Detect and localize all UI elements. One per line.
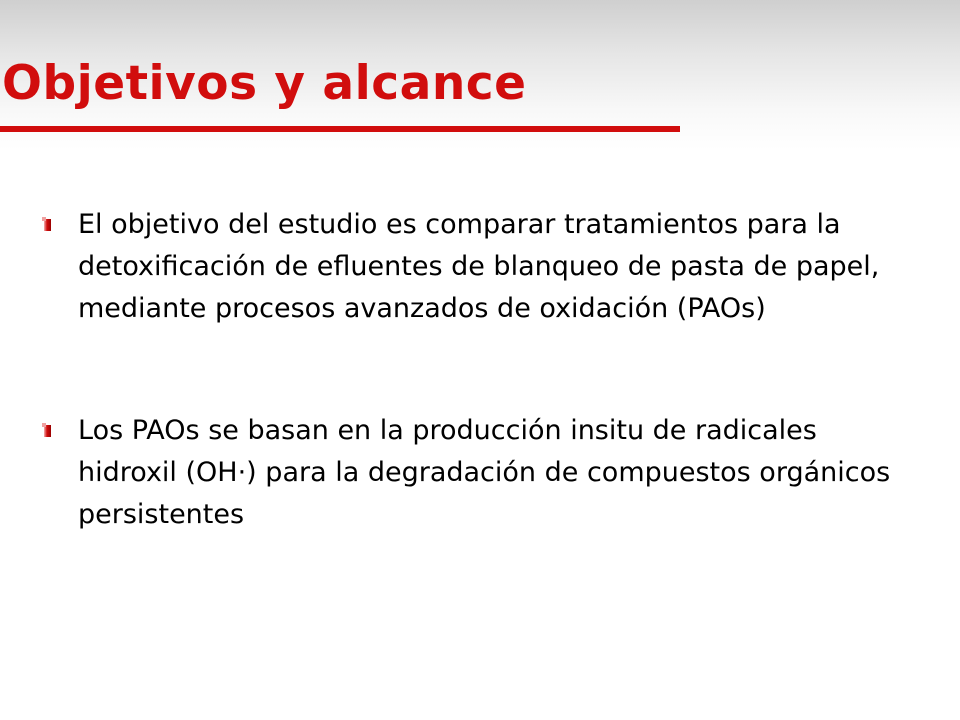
bullet-item-paos [40,410,900,536]
bullet-item-objective [40,204,900,330]
bullet-marker-icon [44,219,51,231]
bullet-text: Los PAOs se basan en la producción insitu de radicales hidroxil (OH·) para la degradación de compuestos orgánicos persistentes [78,415,891,530]
bullet-list [40,204,900,536]
bullet-text: El objetivo del estudio es comparar tratamientos para la detoxificación de efluentes de blanqueo de pasta de papel, mediante procesos avanzados de oxidación (PAOs) [78,209,880,324]
slide-title: Objetivos y alcance [2,56,527,111]
bullet-marker-icon [44,425,51,437]
title-underline [0,126,680,132]
